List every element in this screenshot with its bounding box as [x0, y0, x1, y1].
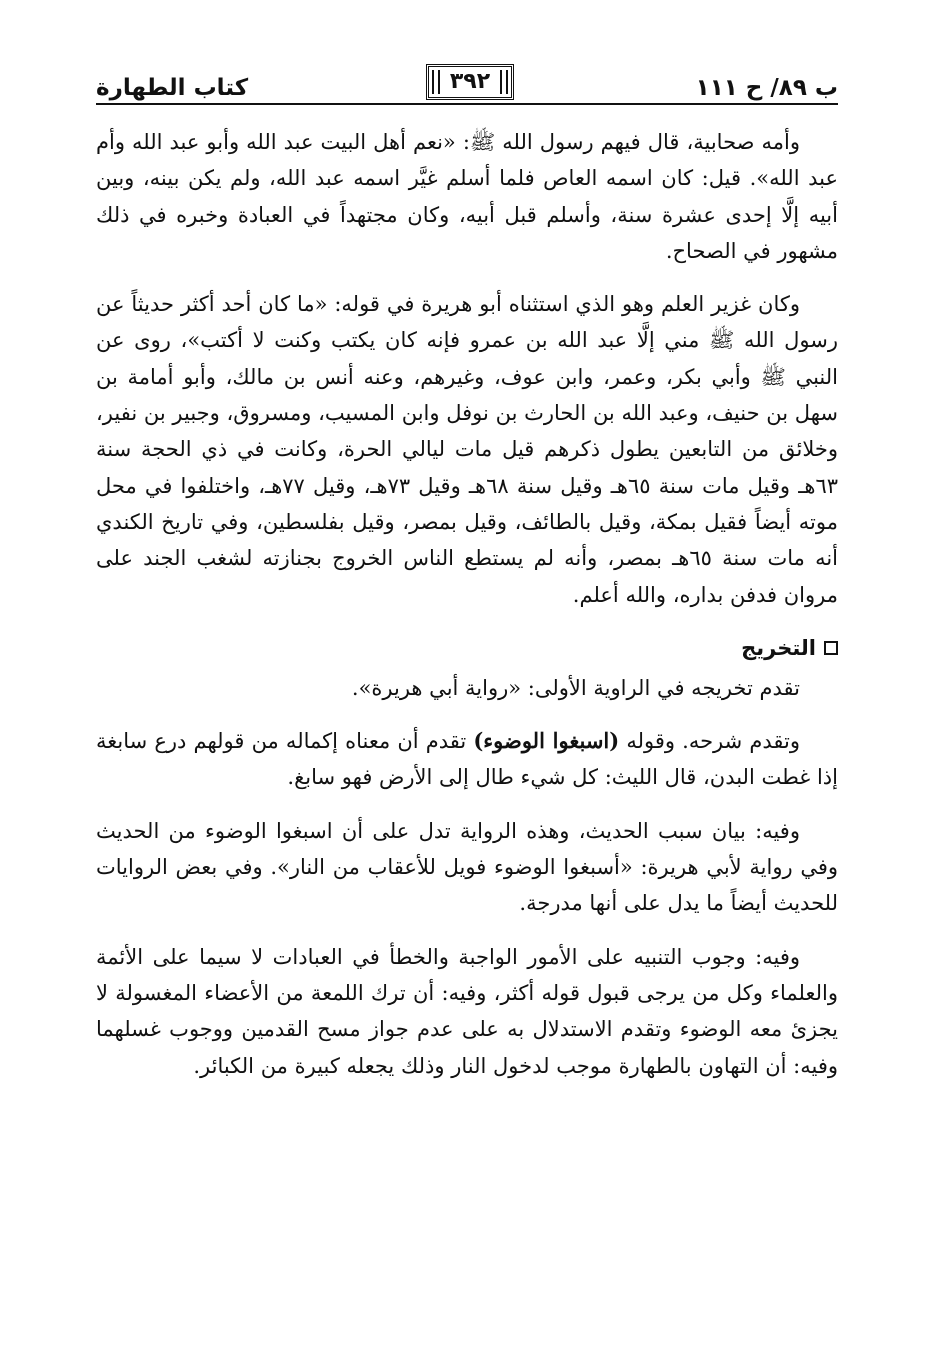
page-header — [96, 62, 838, 104]
page-body — [96, 124, 838, 1101]
explanation-text-end: تقدم أن معناه إكماله من قولهم درع سابغة إذا غطت البدن، قال الليث: كل شيء طال إلى الأرض فهو سابغ. — [96, 729, 838, 790]
paragraph-explanation — [96, 723, 838, 796]
explanation-text-start: وتقدم شرحه. وقوله — [619, 729, 800, 754]
paragraph-benefits: وفيه: وجوب التنبيه على الأمور الواجبة والخطأ في العبادات لا سيما على الأئمة والعلماء وكل من يرجى قبول قوله أكثر، وفيه: أن ترك اللمعة من الأعضاء المغسولة لا يجزئ معه الوضوء وتقدم الاستدلال به على عدم جواز مسح القدمين ووجوب غسلهما وفيه: أن التهاون بالطهارة موجب لدخول النار وذلك يجعله كبيرة من الكبائر. — [96, 944, 838, 1078]
book-title: كتاب الطهارة — [96, 75, 249, 101]
page-number-frame — [426, 64, 514, 100]
page-number: ٣٩٢ — [449, 69, 491, 94]
section-heading-takhrij — [96, 630, 838, 666]
paragraph-biography: وأمه صحابية، قال فيهم رسول الله ﷺ: «نعم أهل البيت عبد الله وأبو عبد الله وأم عبد الله». قيل: كان اسمه العاص فلما أسلم غيَّر اسمه عبد الله، ولم يكن بينه، وبين أبيه إلَّا إحدى عشرة سنة، وأسلم قبل أبيه، وكان مجتهداً في العبادة وخبره في ذلك مشهور في الصحاح. — [96, 130, 838, 263]
explanation-bold-term: (اسبغوا الوضوء) — [473, 728, 620, 754]
square-outline-icon — [824, 641, 838, 655]
paragraph-knowledge: وكان غزير العلم وهو الذي استثناه أبو هريرة في قوله: «ما كان أحد أكثر حديثاً عن رسول الله ﷺ مني إلَّا عبد الله بن عمرو فإنه كان يكتب وكنت لا أكتب»، روى عن النبي ﷺ وأبي بكر، وعمر، وابن عوف، وغيرهم، وعنه أنس بن مالك، وأبو أمامة بن سهل بن حنيف، وعبد الله بن الحارث بن نوفل وابن المسيب، ومسروق، وجبير بن نفير، وخلائق من التابعين يطول ذكرهم قيل مات ليالي الحرة، وكانت في ذي الحجة سنة ٦٣هـ وقيل مات سنة ٦٥هـ وقيل سنة ٦٨هـ وقيل ٧٣هـ، وقيل ٧٧هـ، واختلفوا في محل موته أيضاً فقيل بمكة، وقيل بالطائف، وقيل بمصر، وقيل بفلسطين، وفي تاريخ الكندي أنه مات سنة ٦٥هـ بمصر، وأنه لم يستطع الناس الخروج بجنازته لشغب الجند على مروان فدفن بداره، والله أعلم. — [96, 292, 839, 607]
header-divider — [96, 103, 838, 105]
paragraph-hadith-reason: وفيه: بيان سبب الحديث، وهذه الرواية تدل على أن اسبغوا الوضوء من الحديث وفي رواية لأبي هريرة: «أسبغوا الوضوء فويل للأعقاب من النار». وفي بعض الروايات للحديث أيضاً ما يدل على أنها مدرجة. — [96, 818, 838, 916]
paragraph-takhrij: تقدم تخريجه في الراوية الأولى: «رواية أبي هريرة». — [351, 675, 800, 700]
hadith-reference: ب ٨٩/ ح ١١١ — [695, 75, 838, 101]
section-heading-label: التخريج — [741, 635, 816, 660]
book-page — [96, 62, 838, 1302]
